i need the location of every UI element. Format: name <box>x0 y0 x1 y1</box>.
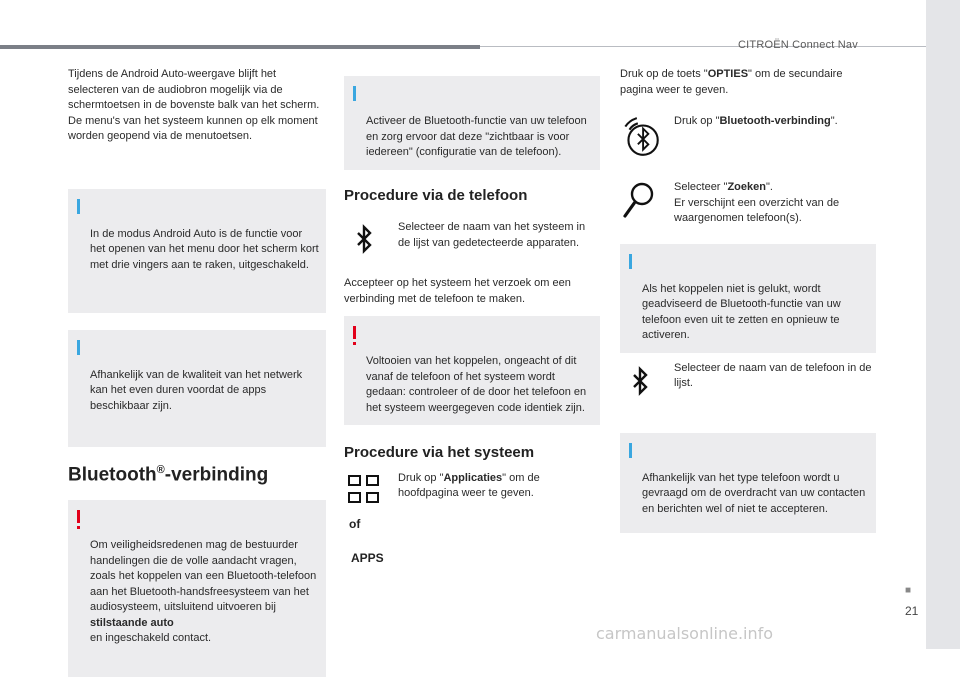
column-2 <box>344 67 600 567</box>
info-box-network <box>68 330 326 447</box>
info-text: Afhankelijk van de kwaliteit van het netwerk kan het even duren voordat de apps beschikbaar zijn. <box>90 368 303 412</box>
options-text: Druk op de toets "OPTIES" om de secundaire pagina weer te geven. <box>620 68 843 96</box>
info-box-pairing-failed <box>620 244 876 353</box>
step-search: Selecteer "Zoeken". Er verschijnt een overzicht van de waargenomen telefoon(s). <box>620 180 876 227</box>
column-3 <box>620 67 876 533</box>
bluetooth-icon <box>620 361 660 401</box>
step-press-applications: Druk op "Applicaties" om de hoofdpagina weer te geven. <box>344 471 600 511</box>
step-select-system: Selecteer de naam van het systeem in de lijst van gedetecteerde apparaten. <box>344 220 600 260</box>
info-icon <box>629 443 632 458</box>
header-title: CITROËN Connect Nav <box>738 39 858 51</box>
column-1 <box>68 67 326 677</box>
apps-grid-icon <box>344 471 384 511</box>
intro-text: Tijdens de Android Auto-weergave blijft het selecteren van de audiobron mogelijk via de schermtoetsen in de bovenste balk van het scherm. De menu's van het systeem kunnen op elk moment worden geopend via de menutoetsen. <box>68 68 320 142</box>
watermark: carmanualsonline.info <box>596 624 774 643</box>
page-number: 21 <box>905 604 919 618</box>
info-icon <box>353 86 356 101</box>
warning-box-code: Voltooien van het koppelen, ongeacht of dit vanaf de telefoon of het systeem wordt gedaan: controleer of de door het telefoon en het systeem weergegeven code identiek zijn. <box>344 316 600 425</box>
info-box-contacts <box>620 433 876 534</box>
section-heading-bluetooth: Bluetooth®-verbinding <box>68 463 269 485</box>
warning-icon <box>353 326 356 339</box>
info-text: Als het koppelen niet is gelukt, wordt geadviseerd de Bluetooth-functie van uw telefoon even uit te zetten en opnieuw te activeren. <box>642 282 841 341</box>
header-rule <box>480 46 926 47</box>
or-label: of <box>349 516 361 531</box>
section-heading-phone: Procedure via de telefoon <box>344 186 528 204</box>
step-bluetooth-connection: Druk op "Bluetooth-verbinding". <box>620 114 876 160</box>
accept-text: Accepteer op het systeem het verzoek om een verbinding met de telefoon te maken. <box>344 277 571 305</box>
search-icon <box>620 180 660 220</box>
info-box-android-menu <box>68 189 326 313</box>
info-box-activate <box>344 76 600 170</box>
info-text: Afhankelijk van het type telefoon wordt u gevraagd om de overdracht van uw contacten en berichten wel of niet te accepteren. <box>642 471 866 515</box>
bluetooth-connection-icon <box>618 114 664 160</box>
warning-box-safety: Om veiligheidsredenen mag de bestuurder handelingen die de volle aandacht vragen, zoals het koppelen van een Bluetooth-telefoon aan het Bluetooth-handsfreesysteem van het audiosysteem, uitsluitend uitvoeren bij stilstaande auto en ingeschakeld contact. <box>68 500 326 677</box>
info-text: Activeer de Bluetooth-functie van uw telefoon en zorg ervoor dat deze "zichtbaar is voor iedereen" (configuratie van de telefoon). <box>366 115 587 158</box>
header-bar <box>0 45 480 49</box>
step-select-phone: Selecteer de naam van de telefoon in de lijst. <box>620 361 876 401</box>
info-icon <box>77 340 80 355</box>
info-text: In de modus Android Auto is de functie voor het openen van het menu door het scherm kort met drie vingers aan te raken, uitgeschakeld. <box>90 227 319 271</box>
info-icon <box>629 254 632 269</box>
info-icon <box>77 199 80 214</box>
section-heading-system: Procedure via het systeem <box>344 444 535 461</box>
footer-mark: ■ <box>905 585 912 596</box>
bluetooth-icon <box>344 220 384 260</box>
warning-icon <box>77 510 80 523</box>
side-strip <box>926 0 960 649</box>
apps-button-label: APPS <box>351 551 384 565</box>
